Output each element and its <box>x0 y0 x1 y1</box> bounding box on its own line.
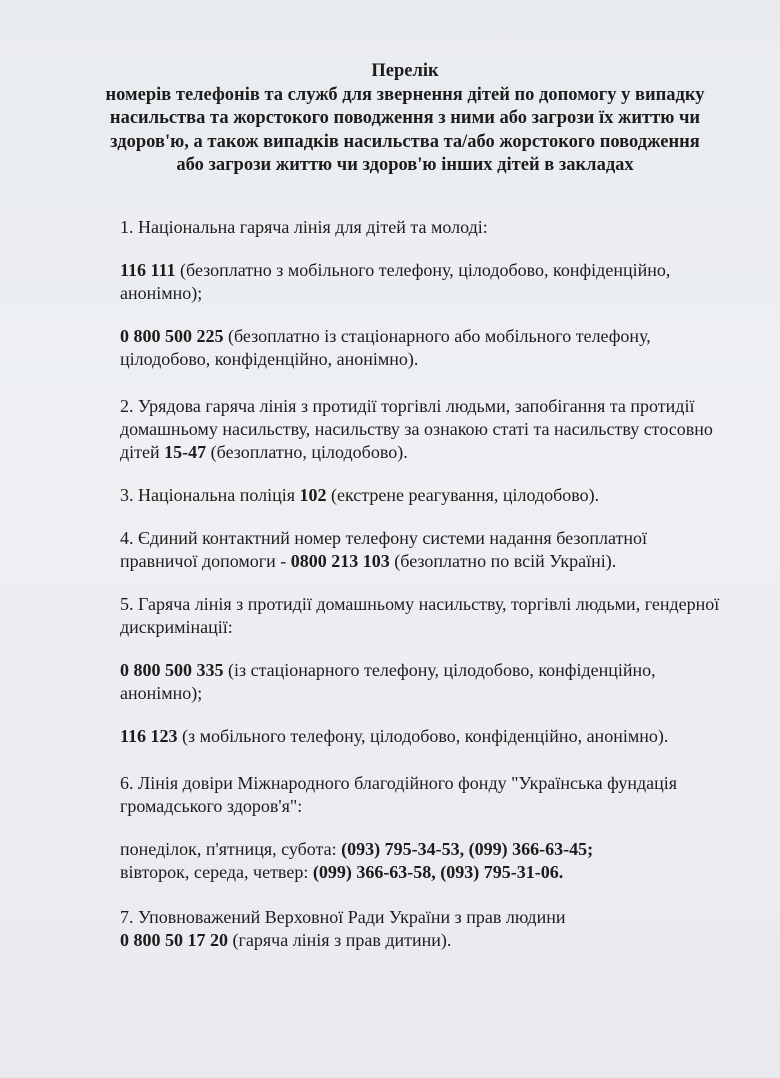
phone-number-116123: 116 123 <box>120 726 178 746</box>
item-4-after: (безоплатно по всій Україні). <box>389 551 617 571</box>
list-item-5a <box>120 659 720 705</box>
list-item-1b <box>120 325 720 371</box>
document-title: Перелік <box>371 61 439 81</box>
phone-number-0800501720: 0 800 50 17 20 <box>120 930 228 950</box>
item-1a-text: (безоплатно з мобільного телефону, цілодобово, конфіденційно, анонімно); <box>120 260 671 303</box>
item-3-text: 3. Національна поліція <box>120 485 300 505</box>
list-item-1 <box>120 216 720 239</box>
list-item-6-schedule <box>120 838 720 884</box>
phone-number-116111: 116 111 <box>120 260 176 280</box>
list-item-2 <box>120 395 720 464</box>
list-item-6 <box>120 772 720 818</box>
item-6a-text: понеділок, п'ятниця, субота: <box>120 839 342 859</box>
list-item-5b <box>120 725 720 748</box>
document-subtitle: номерів телефонів та служб для звернення дітей по допомогу у випадку насильства та жорстокого поводження з ними або загрози їх життю чи здоров'ю, а також випадків насильства та/або жорстокого поводження або загрози життю чи здоров'ю інших дітей в закладах <box>105 84 705 175</box>
item-5-text: 5. Гаряча лінія з протидії домашньому насильству, торгівлі людьми, гендерної дискримінації: <box>120 594 720 637</box>
item-5a-text: (із стаціонарного телефону, цілодобово, конфіденційно, анонімно); <box>120 660 656 703</box>
list-item-7 <box>120 906 720 952</box>
phone-numbers-mon-fri-sat: (093) 795-34-53, (099) 366-63-45; <box>341 839 594 859</box>
item-2-after: (безоплатно, цілодобово). <box>206 442 408 462</box>
phone-number-102: 102 <box>299 485 327 505</box>
list-item-4 <box>120 527 720 573</box>
phone-number-1547: 15-47 <box>164 442 207 462</box>
document-body <box>120 216 720 972</box>
phone-number-0800500225: 0 800 500 225 <box>120 326 224 346</box>
list-item-1a <box>120 259 720 305</box>
item-2-text: 2. Урядова гаряча лінія з протидії торгівлі людьми, запобігання та протидії домашньому насильству, насильству за ознакою статі та насильству стосовно дітей <box>120 396 713 462</box>
item-1b-text: (безоплатно із стаціонарного або мобільного телефону, цілодобово, конфіденційно, анонімно). <box>120 326 651 369</box>
document-heading <box>95 60 715 178</box>
phone-numbers-tue-wed-thu: (099) 366-63-58, (093) 795-31-06. <box>312 862 564 882</box>
item-7-text: 7. Уповноважений Верховної Ради України з прав людини <box>120 907 566 927</box>
item-3-after: (екстрене реагування, цілодобово). <box>326 485 600 505</box>
item-1-text: 1. Національна гаряча лінія для дітей та молоді: <box>120 217 488 237</box>
item-7a-text: (гаряча лінія з прав дитини). <box>228 930 452 950</box>
item-4-text: 4. Єдиний контактний номер телефону системи надання безоплатної правничої допомоги - <box>120 528 647 571</box>
list-item-3 <box>120 484 720 507</box>
item-6b-text: вівторок, середа, четвер: <box>120 862 313 882</box>
phone-number-0800500335: 0 800 500 335 <box>120 660 224 680</box>
list-item-5 <box>120 593 720 639</box>
phone-number-0800213103: 0800 213 103 <box>290 551 390 571</box>
item-6-text: 6. Лінія довіри Міжнародного благодійного фонду "Українська фундація громадського здоров'я": <box>120 773 678 816</box>
item-5b-text: (з мобільного телефону, цілодобово, конфіденційно, анонімно). <box>177 726 669 746</box>
